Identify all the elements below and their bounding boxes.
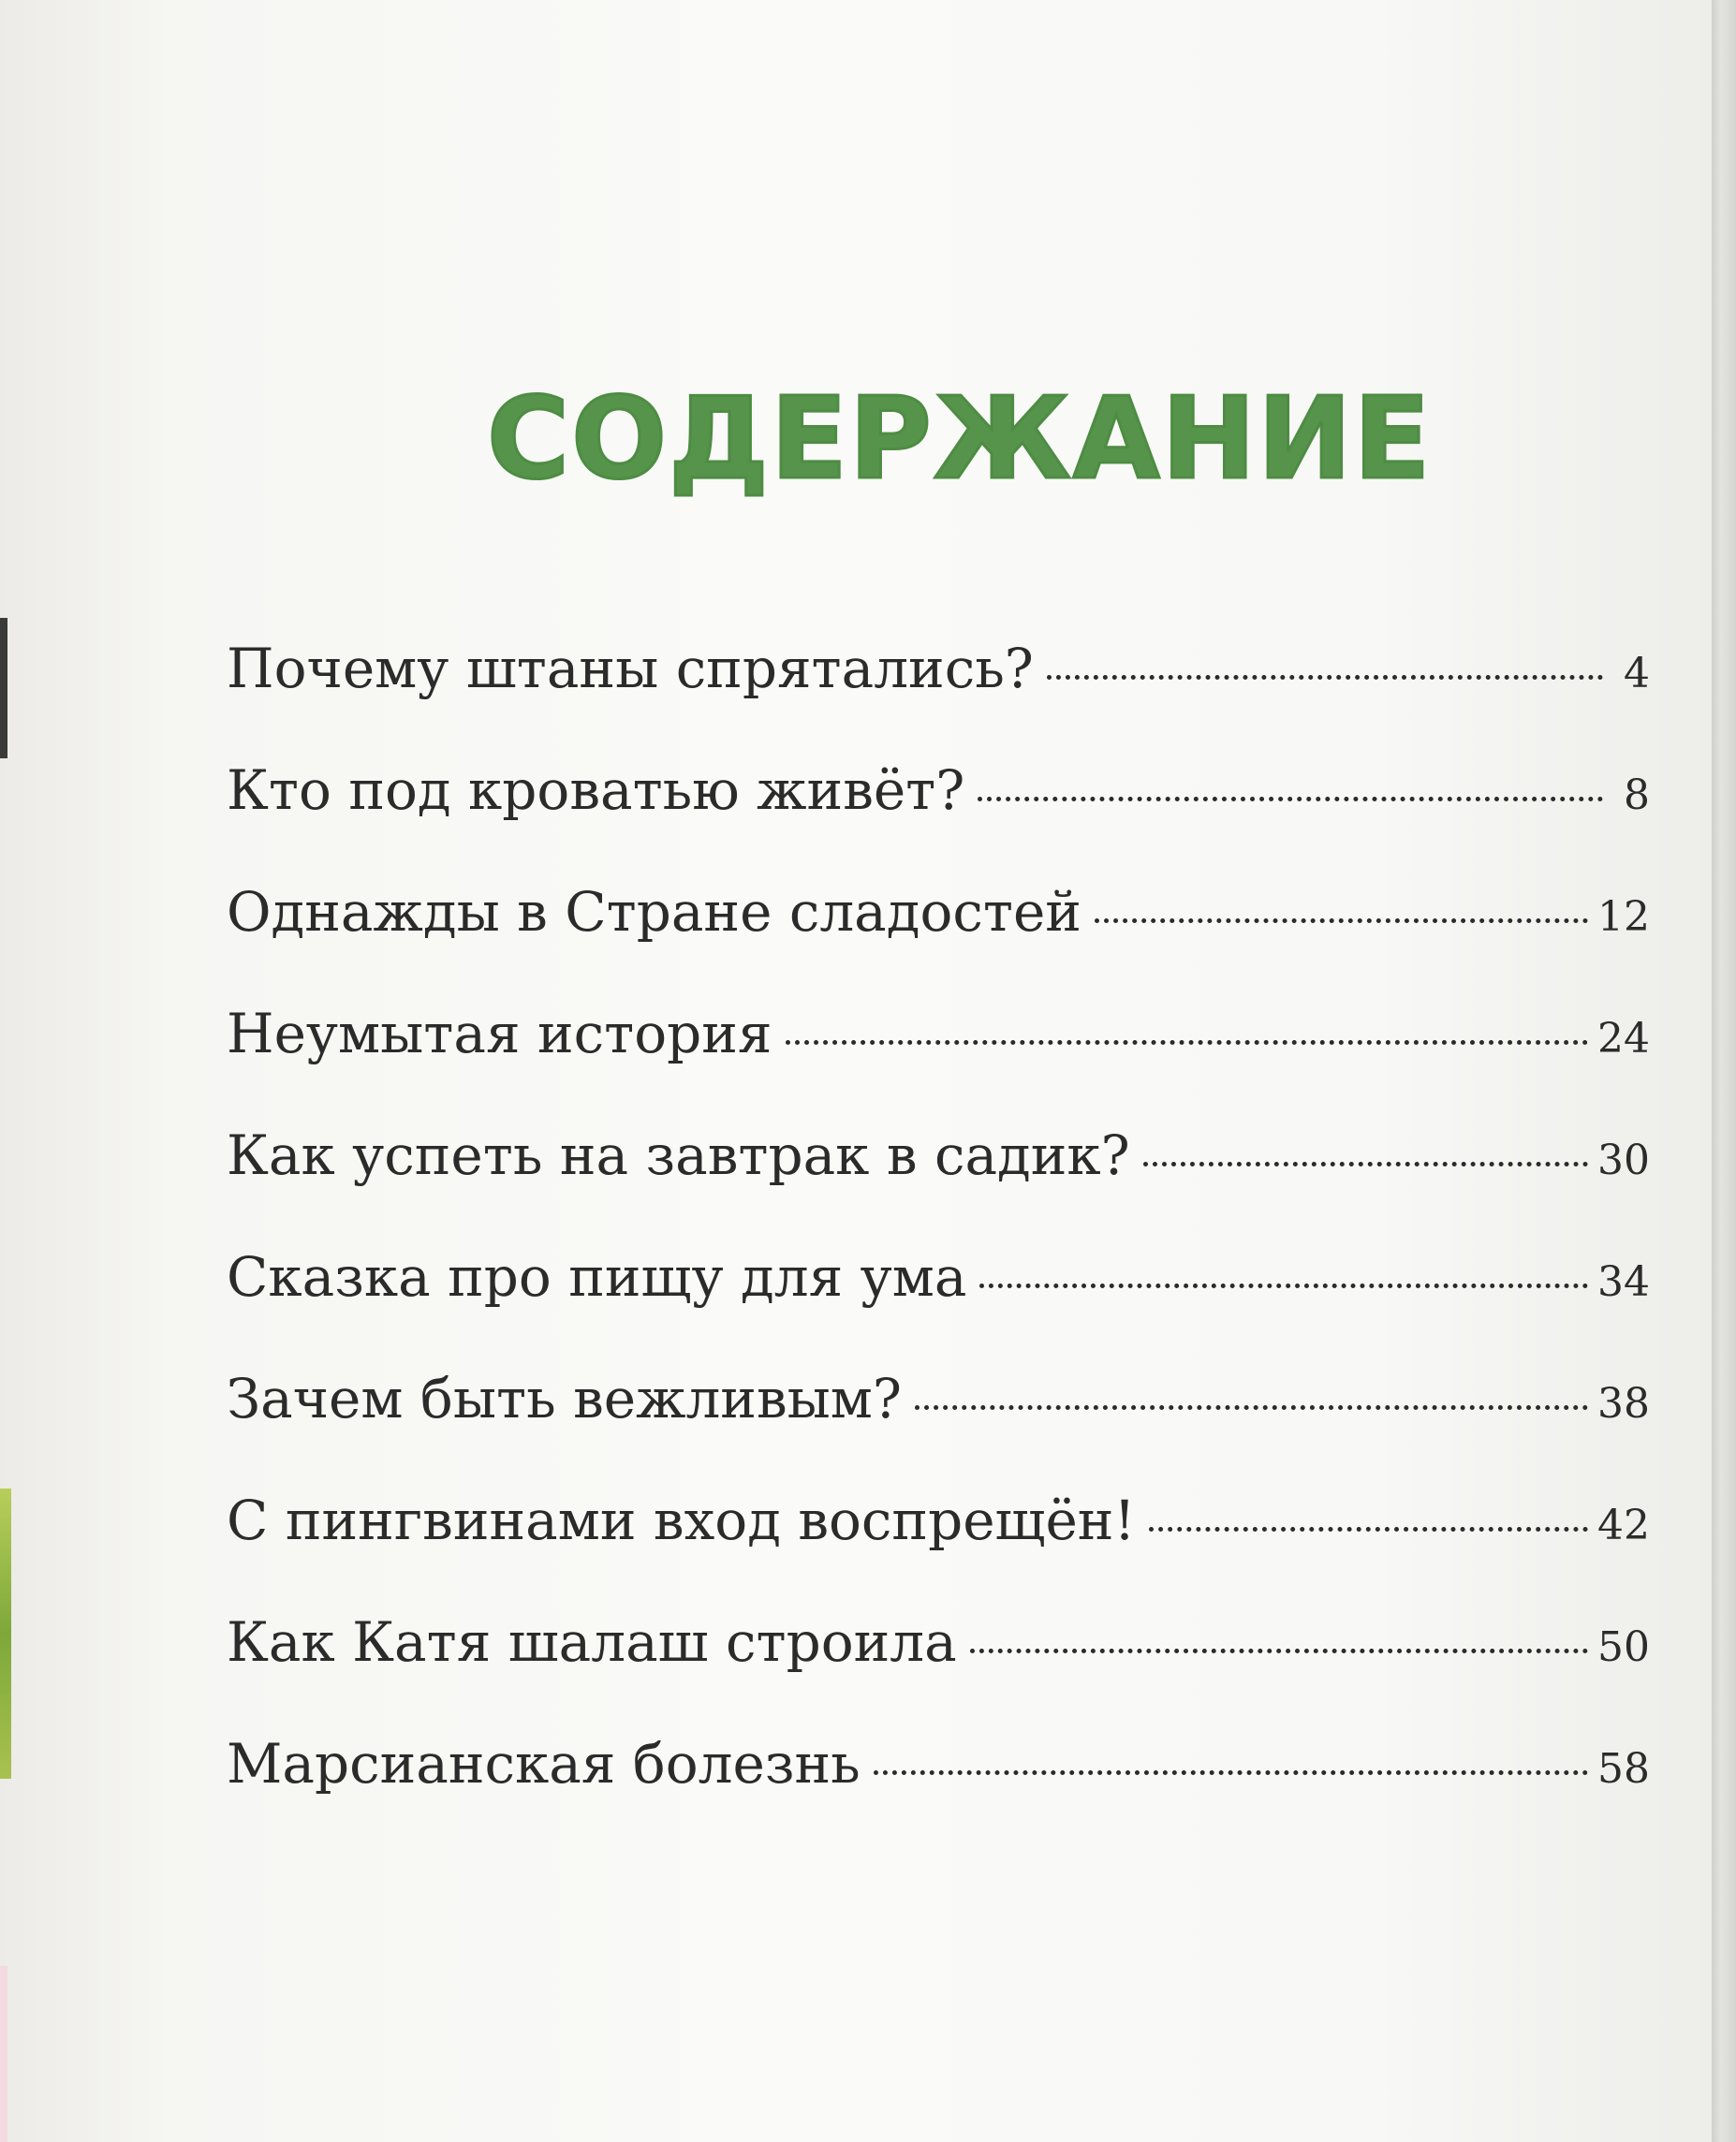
toc-entry-page-number: 8 xyxy=(1624,771,1650,819)
toc-entry-label: Сказка про пищу для ума xyxy=(227,1245,967,1309)
toc-dot-leader xyxy=(1149,1527,1588,1532)
toc-entry-label: Однажды в Стране сладостей xyxy=(227,880,1081,944)
toc-entry xyxy=(227,1732,1650,1854)
toc-entry-page-number: 38 xyxy=(1597,1380,1650,1428)
toc-entry xyxy=(227,1489,1650,1610)
toc-entry-page-number: 50 xyxy=(1597,1623,1650,1671)
toc-dot-leader xyxy=(1143,1162,1588,1166)
toc-entry-label: Зачем быть вежливым? xyxy=(227,1367,902,1430)
toc-dot-leader xyxy=(915,1405,1588,1410)
toc-entry-label: С пингвинами вход воспрещён! xyxy=(227,1489,1136,1552)
toc-entry-page-number: 34 xyxy=(1597,1258,1650,1306)
page-edge-shadow xyxy=(1712,0,1736,2142)
toc-entry xyxy=(227,1002,1650,1123)
toc-dot-leader xyxy=(1047,675,1603,680)
adjacent-page-edge-green xyxy=(0,1489,11,1779)
toc-dot-leader xyxy=(874,1770,1588,1775)
toc-entry-label: Кто под кроватью живёт? xyxy=(227,758,965,822)
toc-entry-label: Как Катя шалаш строила xyxy=(227,1610,957,1674)
toc-entry-page-number: 4 xyxy=(1624,650,1650,697)
toc-entry xyxy=(227,637,1650,758)
toc-dot-leader xyxy=(786,1040,1588,1045)
toc-entry-page-number: 12 xyxy=(1597,893,1650,941)
toc-entry xyxy=(227,880,1650,1002)
adjacent-page-edge-pink xyxy=(0,1966,7,2142)
toc-entry-label: Неумытая история xyxy=(227,1002,772,1065)
toc-entry xyxy=(227,758,1650,880)
toc-dot-leader xyxy=(978,797,1603,801)
toc-entry-page-number: 42 xyxy=(1597,1502,1650,1549)
toc-entry xyxy=(227,1610,1650,1732)
toc-entry xyxy=(227,1245,1650,1367)
toc-entry xyxy=(227,1123,1650,1245)
toc-entry-page-number: 30 xyxy=(1597,1137,1650,1184)
adjacent-page-edge-dark xyxy=(0,618,7,758)
toc-entry-page-number: 58 xyxy=(1597,1745,1650,1793)
toc-entry-label: Как успеть на завтрак в садик? xyxy=(227,1123,1130,1187)
toc-entry xyxy=(227,1367,1650,1489)
toc-dot-leader xyxy=(970,1649,1588,1653)
toc-dot-leader xyxy=(979,1284,1588,1288)
toc-entry-label: Марсианская болезнь xyxy=(227,1732,861,1796)
toc-entry-label: Почему штаны спрятались? xyxy=(227,637,1034,700)
table-of-contents xyxy=(227,637,1650,1854)
toc-dot-leader xyxy=(1095,918,1588,923)
page-title: СОДЕРЖАНИЕ xyxy=(487,374,1433,506)
toc-entry-page-number: 24 xyxy=(1597,1015,1650,1063)
